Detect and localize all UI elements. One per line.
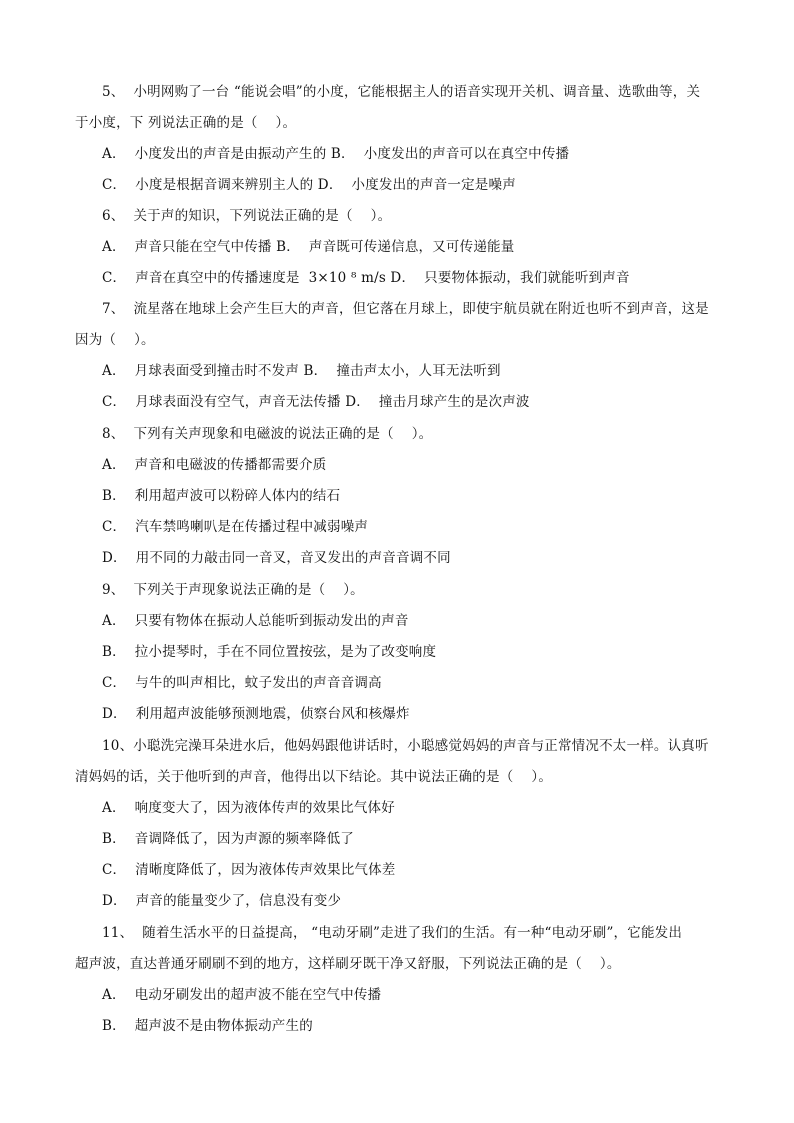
question-5-option-cd: C． 小度是根据音调来辨别主人的 D． 小度发出的声音一定是噪声 — [102, 177, 516, 193]
question-11-option-a: A． 电动牙刷发出的超声波不能在空气中传播 — [102, 987, 382, 1003]
question-10-option-c: C． 清晰度降低了，因为液体传声效果比气体差 — [102, 862, 396, 878]
question-11-option-b: B． 超声波不是由物体振动产生的 — [102, 1018, 313, 1034]
question-5-stem-line-1: 5、 小明网购了一台 “能说会唱”的小度，它能根据主人的语音实现开关机、调音量、选歌曲等，关 — [102, 84, 701, 100]
question-9-option-d: D． 利用超声波能够预测地震，侦察台风和核爆炸 — [102, 706, 410, 722]
question-6-option-cd: C． 声音在真空中的传播速度是 3×10 ⁸ m/s D． 只要物体振动，我们就能听到声音 — [102, 270, 630, 286]
question-10-stem-line-1: 10、小聪洗完澡耳朵进水后，他妈妈跟他讲话时，小聪感觉妈妈的声音与正常情况不太一样。认真听 — [102, 738, 709, 754]
question-9-option-a: A． 只要有物体在振动人总能听到振动发出的声音 — [102, 613, 409, 629]
question-10-stem-line-2: 清妈妈的话，关于他听到的声音，他得出以下结论。其中说法正确的是（ ）。 — [75, 769, 553, 785]
question-9-stem: 9、 下列关于声现象说法正确的是（ ）。 — [102, 582, 364, 598]
question-11-stem-line-2: 超声波，直达普通牙刷刷不到的地方，这样刷牙既干净又舒服，下列说法正确的是（ ）。 — [75, 956, 621, 972]
question-9-option-c: C． 与牛的叫声相比，蚊子发出的声音音调高 — [102, 675, 382, 691]
question-8-option-c: C． 汽车禁鸣喇叭是在传播过程中减弱噪声 — [102, 519, 369, 535]
question-7-option-ab: A． 月球表面受到撞击时不发声 B． 撞击声太小，人耳无法听到 — [102, 363, 501, 379]
question-5-stem-line-2: 于小度，下 列说法正确的是（ ）。 — [75, 115, 297, 131]
question-8-option-a: A． 声音和电磁波的传播都需要介质 — [102, 457, 327, 473]
question-7-stem-line-2: 因为（ ）。 — [75, 332, 155, 348]
question-10-option-b: B． 音调降低了，因为声源的频率降低了 — [102, 831, 355, 847]
question-11-stem-line-1: 11、 随着生活水平的日益提高， “电动牙刷”走进了我们的生活。有一种“电动牙刷”，它能发出 — [102, 925, 683, 941]
question-7-option-cd: C． 月球表面没有空气，声音无法传播 D． 撞击月球产生的是次声波 — [102, 394, 530, 410]
question-10-option-d: D． 声音的能量变少了，信息没有变少 — [102, 893, 342, 909]
question-8-option-b: B． 利用超声波可以粉碎人体内的结石 — [102, 488, 341, 504]
question-8-option-d: D． 用不同的力敲击同一音叉，音叉发出的声音音调不同 — [102, 550, 451, 566]
question-10-option-a: A． 响度变大了，因为液体传声的效果比气体好 — [102, 800, 395, 816]
question-7-stem-line-1: 7、 流星落在地球上会产生巨大的声音，但它落在月球上，即使宇航员就在附近也听不到声音，这是 — [102, 301, 709, 317]
question-9-option-b: B． 拉小提琴时，手在不同位置按弦，是为了改变响度 — [102, 644, 437, 660]
question-6-stem: 6、 关于声的知识，下列说法正确的是（ ）。 — [102, 208, 392, 224]
question-5-option-ab: A． 小度发出的声音是由振动产生的 B． 小度发出的声音可以在真空中传播 — [102, 146, 570, 162]
question-6-option-ab: A． 声音只能在空气中传播 B． 声音既可传递信息，又可传递能量 — [102, 239, 515, 255]
question-8-stem: 8、 下列有关声现象和电磁波的说法正确的是（ ）。 — [102, 426, 433, 442]
